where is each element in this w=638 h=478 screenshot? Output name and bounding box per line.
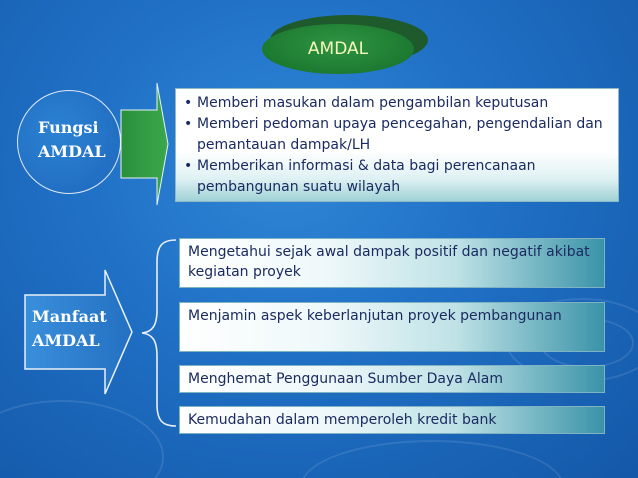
manfaat-item-text: Menghemat Penggunaan Sumber Daya Alam: [188, 371, 503, 387]
manfaat-item-3: [179, 365, 605, 393]
manfaat-item-text: Mengetahui sejak awal dampak positif dan negatif akibat kegiatan proyek: [188, 244, 590, 280]
manfaat-label-line2: AMDAL: [32, 331, 100, 350]
fungsi-item: • Memberi masukan dalam pengambilan keputusan: [184, 93, 610, 114]
fungsi-item: • Memberikan informasi & data bagi perencanaan pembangunan suatu wilayah: [184, 156, 610, 198]
title-text: AMDAL: [307, 39, 369, 59]
manfaat-item-text: Menjamin aspek keberlanjutan proyek pembangunan: [188, 308, 562, 324]
manfaat-item-1: [179, 238, 605, 288]
manfaat-label: [32, 305, 107, 353]
fungsi-label-line2: AMDAL: [38, 142, 106, 161]
fungsi-item: • Memberi pedoman upaya pencegahan, pengendalian dan pemantauan dampak/LH: [184, 114, 610, 156]
manfaat-item-4: [179, 406, 605, 434]
fungsi-arrow-shape: [121, 83, 168, 205]
manfaat-item-text: Kemudahan dalam memperoleh kredit bank: [188, 412, 497, 428]
manfaat-item-2: [179, 302, 605, 352]
manfaat-label-line1: Manfaat: [32, 307, 107, 326]
fungsi-box: [175, 88, 619, 202]
fungsi-label-line1: Fungsi: [38, 118, 99, 137]
manfaat-brace: [142, 240, 176, 426]
